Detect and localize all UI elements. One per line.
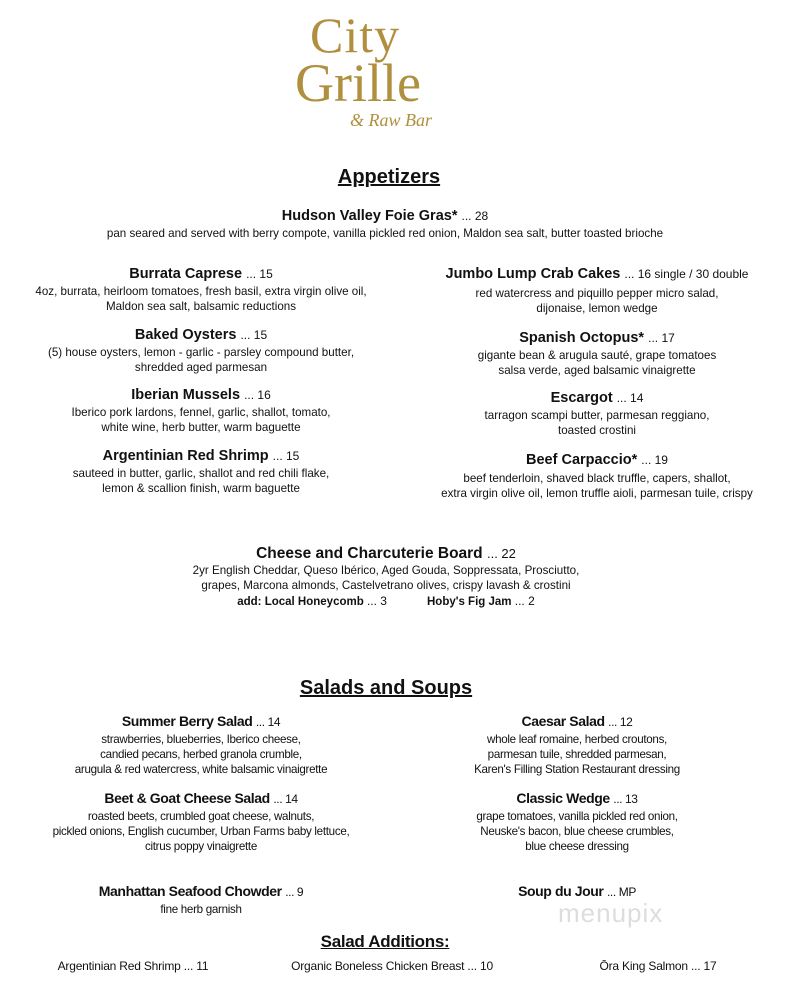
item-name: Argentinian Red Shrimp [102,448,269,464]
menu-item [474,712,680,778]
item-desc: extra virgin olive oil, lemon truffle aioli, parmesan tuile, crispy [441,487,753,501]
menu-item-foie-gras [107,207,663,241]
item-name: Summer Berry Salad [121,713,253,729]
addon-price: ... 3 [366,594,387,609]
item-name: Spanish Octopus* [519,330,645,346]
salad-addition: Organic Boneless Chicken Breast ... 10 [291,959,493,973]
item-desc: blue cheese dressing [525,840,629,854]
item-name: Burrata Caprese [129,266,243,282]
item-price: ... 15 [272,449,300,463]
item-price: ... 14 [255,715,281,729]
menu-item [53,789,350,855]
item-desc: Maldon sea salt, balsamic reductions [105,300,297,314]
item-price: ... MP [606,885,636,899]
item-desc: 4oz, burrata, heirloom tomatoes, fresh basil, extra virgin olive oil, [35,285,367,298]
item-desc: dijonaise, lemon wedge [536,302,658,316]
item-desc: lemon & scallion finish, warm baguette [102,482,300,496]
menu-item [441,451,753,501]
restaurant-logo [290,6,500,132]
item-desc: roasted beets, crumbled goat cheese, walnuts, [87,810,315,823]
item-name: Jumbo Lump Crab Cakes [445,266,621,282]
watermark: menupix [558,898,664,928]
item-name: Caesar Salad [521,713,605,729]
item-name: Iberian Mussels [131,387,241,403]
item-desc: tarragon scampi butter, parmesan reggiano, [484,409,710,422]
item-desc: fine herb garnish [160,903,242,916]
item-name: Beet & Goat Cheese Salad [104,790,270,806]
item-desc: shredded aged parmesan [134,361,268,375]
item-name: Beef Carpaccio* [526,452,638,468]
logo-line-2: Grille [295,53,421,113]
item-price: ... 28 [461,209,489,223]
item-desc: beef tenderloin, shaved black truffle, capers, shallot, [463,472,731,485]
menu-item [35,265,366,314]
item-desc: Neuske's bacon, blue cheese crumbles, [480,825,674,839]
item-name: Soup du Jour [518,883,604,899]
item-price: ... 14 [616,391,644,405]
item-price: ... 15 [246,267,273,281]
logo-line-3: & Raw Bar [350,110,433,130]
item-price: ... 12 [608,715,633,729]
item-desc: strawberries, blueberries, Iberico cheese, [101,733,301,746]
item-desc: parmesan tuile, shredded parmesan, [487,748,667,762]
menu-item-charcuterie-board [193,544,580,610]
item-desc: grapes, Marcona almonds, Castelvetrano olives, crispy lavash & crostini [201,579,571,593]
item-desc: pickled onions, English cucumber, Urban Farms baby lettuce, [52,825,350,839]
item-price: ... 19 [641,453,668,467]
item-desc: gigante bean & arugula sauté, grape tomatoes [477,349,717,362]
item-price: ... 13 [613,792,638,806]
item-price: ... 9 [285,885,304,899]
menu-item [485,389,710,438]
appetizers-heading: Appetizers [337,166,441,188]
item-price: ... 16 [244,388,271,402]
menu-item [71,386,330,435]
menu-item [476,789,677,855]
item-desc: Karen's Filling Station Restaurant dressing [474,763,680,777]
item-desc: arugula & red watercress, white balsamic vinaigrette [74,763,328,777]
menu-item [99,882,303,917]
item-price: ... 22 [486,546,516,561]
item-name: Cheese and Charcuterie Board [256,545,483,562]
item-name: Baked Oysters [134,327,237,343]
item-name: Classic Wedge [516,790,610,806]
addon-honeycomb: add: Local Honeycomb [237,596,364,609]
item-desc: toasted crostini [558,424,636,438]
item-desc: white wine, herb butter, warm baguette [101,421,301,435]
item-desc: (5) house oysters, lemon - garlic - parsley compound butter, [47,346,355,359]
salads-heading: Salads and Soups [299,677,473,699]
item-desc: whole leaf romaine, herbed croutons, [487,733,667,746]
item-desc: pan seared and served with berry compote, vanilla pickled red onion, Maldon sea salt, butter toasted brioche [106,227,664,240]
salad-addition: Ōra King Salmon ... 17 [599,959,717,973]
item-price: ... 15 [240,328,268,342]
menu-item [75,712,327,778]
item-name: Escargot [550,390,613,406]
addon-price: ... 2 [514,594,535,609]
addon-fig-jam: Hoby's Fig Jam [426,596,512,609]
item-price: ... 16 single / 30 double [624,267,749,281]
logo-line-1: City [310,7,401,63]
salad-addition: Argentinian Red Shrimp ... 11 [57,959,209,973]
item-price: ... 17 [648,331,675,345]
item-desc: 2yr English Cheddar, Queso Ibérico, Aged Gouda, Soppressata, Prosciutto, [192,564,580,577]
item-name: Hudson Valley Foie Gras* [281,208,458,224]
item-desc: salsa verde, aged balsamic vinaigrette [498,364,696,378]
item-desc: citrus poppy vinaigrette [144,840,258,854]
item-desc: grape tomatoes, vanilla pickled red onion, [476,810,678,823]
salad-additions-heading: Salad Additions: [320,932,450,951]
item-desc: Iberico pork lardons, fennel, garlic, shallot, tomato, [71,406,331,419]
menu-item [48,326,354,375]
item-name: Manhattan Seafood Chowder [98,883,282,899]
menu-item [73,447,330,496]
item-desc: red watercress and piquillo pepper micro salad, [475,287,719,300]
item-desc: sauteed in butter, garlic, shallot and red chili flake, [72,467,330,480]
item-desc: candied pecans, herbed granola crumble, [100,748,302,762]
menu-item [478,329,717,378]
menu-item [446,265,749,316]
item-price: ... 14 [273,792,298,806]
